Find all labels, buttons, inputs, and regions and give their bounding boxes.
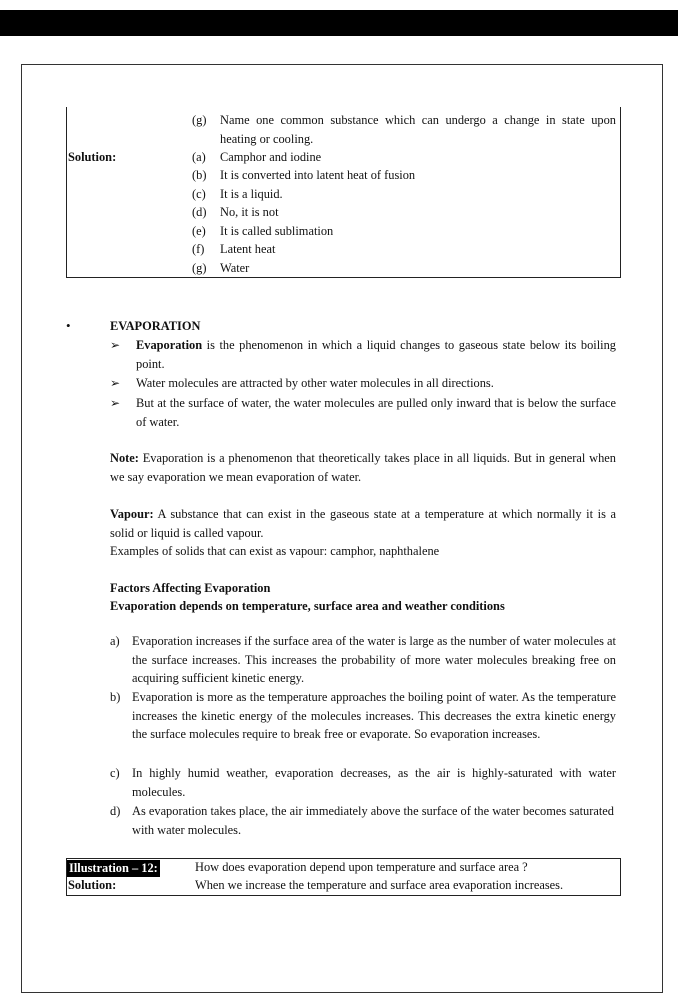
point-text: But at the surface of water, the water molecules are pulled only inward that is below the surface of water. [136,396,616,429]
factors-heading: Factors Affecting Evaporation [110,581,271,595]
factor-text: In highly humid weather, evaporation decreases, as the air is highly-saturated with water molecules. [132,766,616,799]
answer-label: (e) [192,224,206,238]
factors-subheading: Evaporation depends on temperature, surface area and weather conditions [110,599,505,613]
answer-label: (b) [192,168,207,182]
answer-label: (g) [192,261,207,275]
answer-text: Latent heat [220,242,276,256]
vapour-text: A substance that can exist in the gaseous state at a temperature at which normally it is a solid or liquid is called vapour. [110,507,616,540]
illustration-question: How does evaporation depend upon temperature and surface area ? [195,860,528,874]
answer-text: Camphor and iodine [220,150,322,164]
note-label: Note: [110,451,139,465]
illustration-answer: When we increase the temperature and surface area evaporation increases. [195,878,564,892]
point-bold: Evaporation [136,338,203,352]
answer-label: (a) [192,150,206,164]
vapour-paragraph [110,505,616,542]
illustration-solution-label: Solution: [68,878,117,892]
answer-text: No, it is not [220,205,279,219]
answer-text: Water [220,261,250,275]
factor-text: As evaporation takes place, the air immediately above the surface of the water becomes saturated with water molecules. [132,804,614,837]
arrow-bullet: ➢ [110,338,121,352]
point-text: Water molecules are attracted by other water molecules in all directions. [136,376,494,390]
top-black-bar [0,10,678,36]
point-text [136,336,616,373]
answer-label: (f) [192,242,205,256]
vapour-label: Vapour: [110,507,154,521]
factor-label: a) [110,634,120,648]
factor-text: Evaporation is more as the temperature approaches the boiling point of water. As the temperature increases the kinetic energy of the molecules increases. This decreases the extra kinetic energy the surface molecules require to break free or evaporate. So evaporation increases. [132,690,616,741]
answer-text: It is a liquid. [220,187,283,201]
illustration-tag: Illustration – 12: [69,861,158,875]
section-heading: EVAPORATION [110,319,201,333]
answer-text: It is converted into latent heat of fusion [220,168,416,182]
factor-text: Evaporation increases if the surface area of the water is large as the number of water molecules at the surface increases. This increases the probability of more water molecules breaking free on acquiring sufficient kinetic energy. [132,634,616,685]
factor-label: b) [110,690,121,704]
factor-label: c) [110,766,120,780]
question-g-text: Name one common substance which can undergo a change in state upon heating or cooling. [220,113,616,146]
answer-label: (d) [192,205,207,219]
factor-label: d) [110,804,121,818]
answer-text: It is called sublimation [220,224,334,238]
note-text: Evaporation is a phenomenon that theoretically takes place in all liquids. But in general when we say evaporation we mean evaporation of water. [110,451,616,484]
question-g-label: (g) [192,113,207,127]
note-paragraph [110,449,616,486]
point-rest: is the phenomenon in which a liquid changes to gaseous state below its boiling point. [136,338,616,371]
solution-label: Solution: [68,150,117,164]
arrow-bullet: ➢ [110,376,121,390]
vapour-examples: Examples of solids that can exist as vapour: camphor, naphthalene [110,544,440,558]
arrow-bullet: ➢ [110,396,121,410]
bullet-point: • [66,318,71,333]
answer-label: (c) [192,187,206,201]
